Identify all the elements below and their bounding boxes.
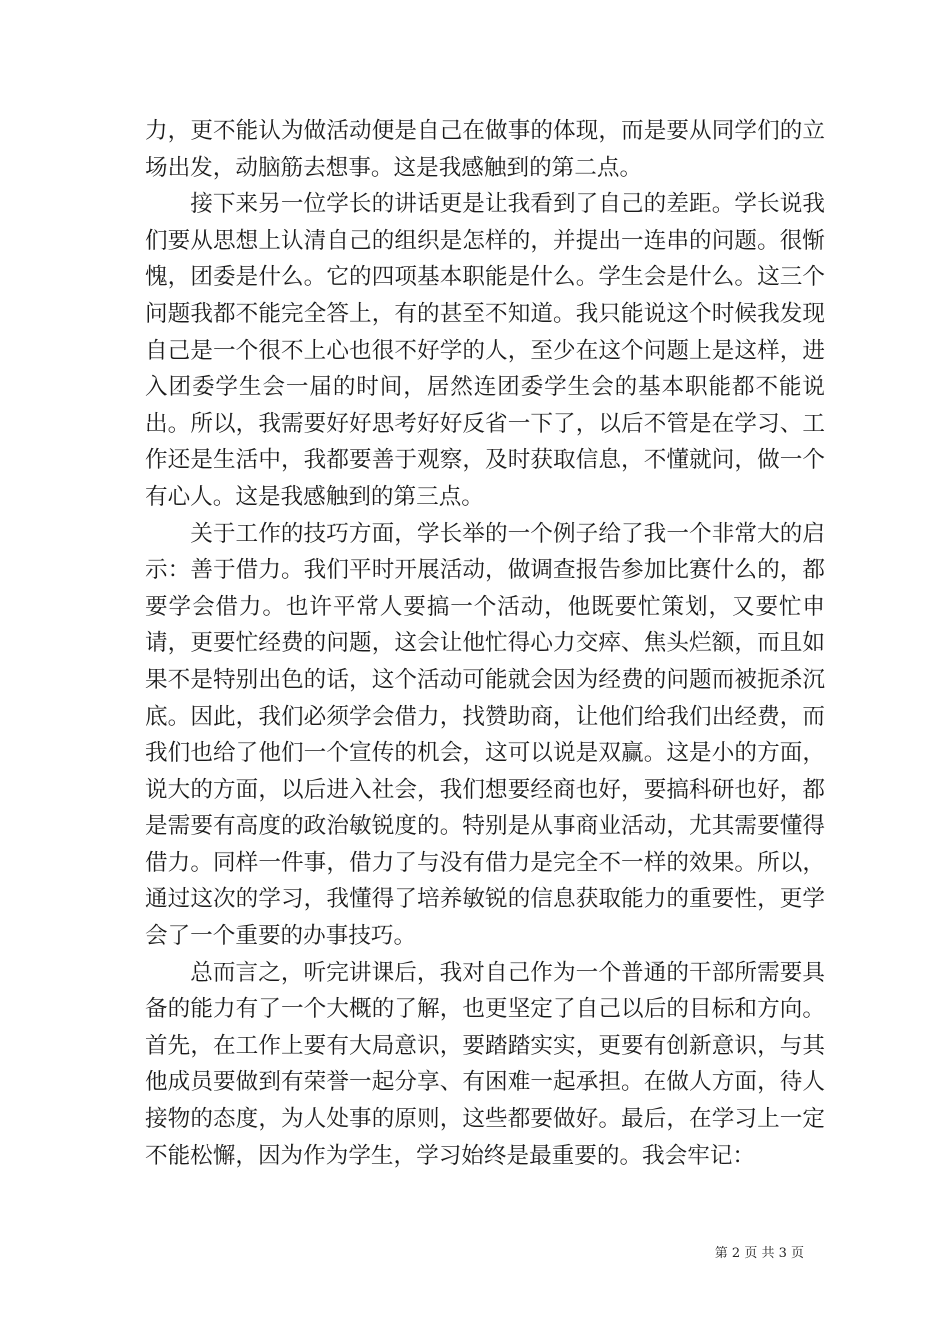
paragraph-summary: 总而言之，听完讲课后，我对自己作为一个普通的干部所需要具备的能力有了一个大概的了解，也更坚定了自己以后的目标和方向。首先，在工作上要有大局意识，要踏踏实实，更要有创新意识，与其他成员要做到有荣誉一起分享、有困难一起承担。在做人方面，待人接物的态度，为人处事的原则，这些都要做好。最后，在学习上一定不能松懈，因为作为学生，学习始终是最重要的。我会牢记：: [145, 959, 825, 1169]
paragraph-continued: 力，更不能认为做活动便是自己在做事的体现，而是要从同学们的立场出发，动脑筋去想事。这是我感触到的第二点。: [145, 118, 825, 181]
paragraph-borrowing-strength: 关于工作的技巧方面，学长举的一个例子给了我一个非常大的启示：善于借力。我们平时开展活动，做调查报告参加比赛什么的，都要学会借力。也许平常人要搞一个活动，他既要忙策划，又要忙申请，更要忙经费的问题，这会让他忙得心力交瘁、焦头烂额，而且如果不是特别出色的话，这个活动可能就会因为经费的问题而被扼杀沉底。因此，我们必须学会借力，找赞助商，让他们给我们出经费，而我们也给了他们一个宣传的机会，这可以说是双赢。这是小的方面，说大的方面，以后进入社会，我们想要经商也好，要搞科研也好，都是需要有高度的政治敏锐度的。特别是从事商业活动，尤其需要懂得借力。同样一件事，借力了与没有借力是完全不一样的效果。所以，通过这次的学习，我懂得了培养敏锐的信息获取能力的重要性，更学会了一个重要的办事技巧。: [145, 520, 825, 950]
paragraph-third-point: 接下来另一位学长的讲话更是让我看到了自己的差距。学长说我们要从思想上认清自己的组织是怎样的，并提出一连串的问题。很惭愧，团委是什么。它的四项基本职能是什么。学生会是什么。这三个问题我都不能完全答上，有的甚至不知道。我只能说这个时候我发现自己是一个很不上心也很不好学的人，至少在这个问题上是这样，进入团委学生会一届的时间，居然连团委学生会的基本职能都不能说出。所以，我需要好好思考好好反省一下了，以后不管是在学习、工作还是生活中，我都要善于观察，及时获取信息，不懂就问，做一个有心人。这是我感触到的第三点。: [145, 191, 825, 510]
page-number-footer: 第 2 页 共 3 页: [714, 1246, 804, 1261]
document-body: [145, 113, 825, 1174]
